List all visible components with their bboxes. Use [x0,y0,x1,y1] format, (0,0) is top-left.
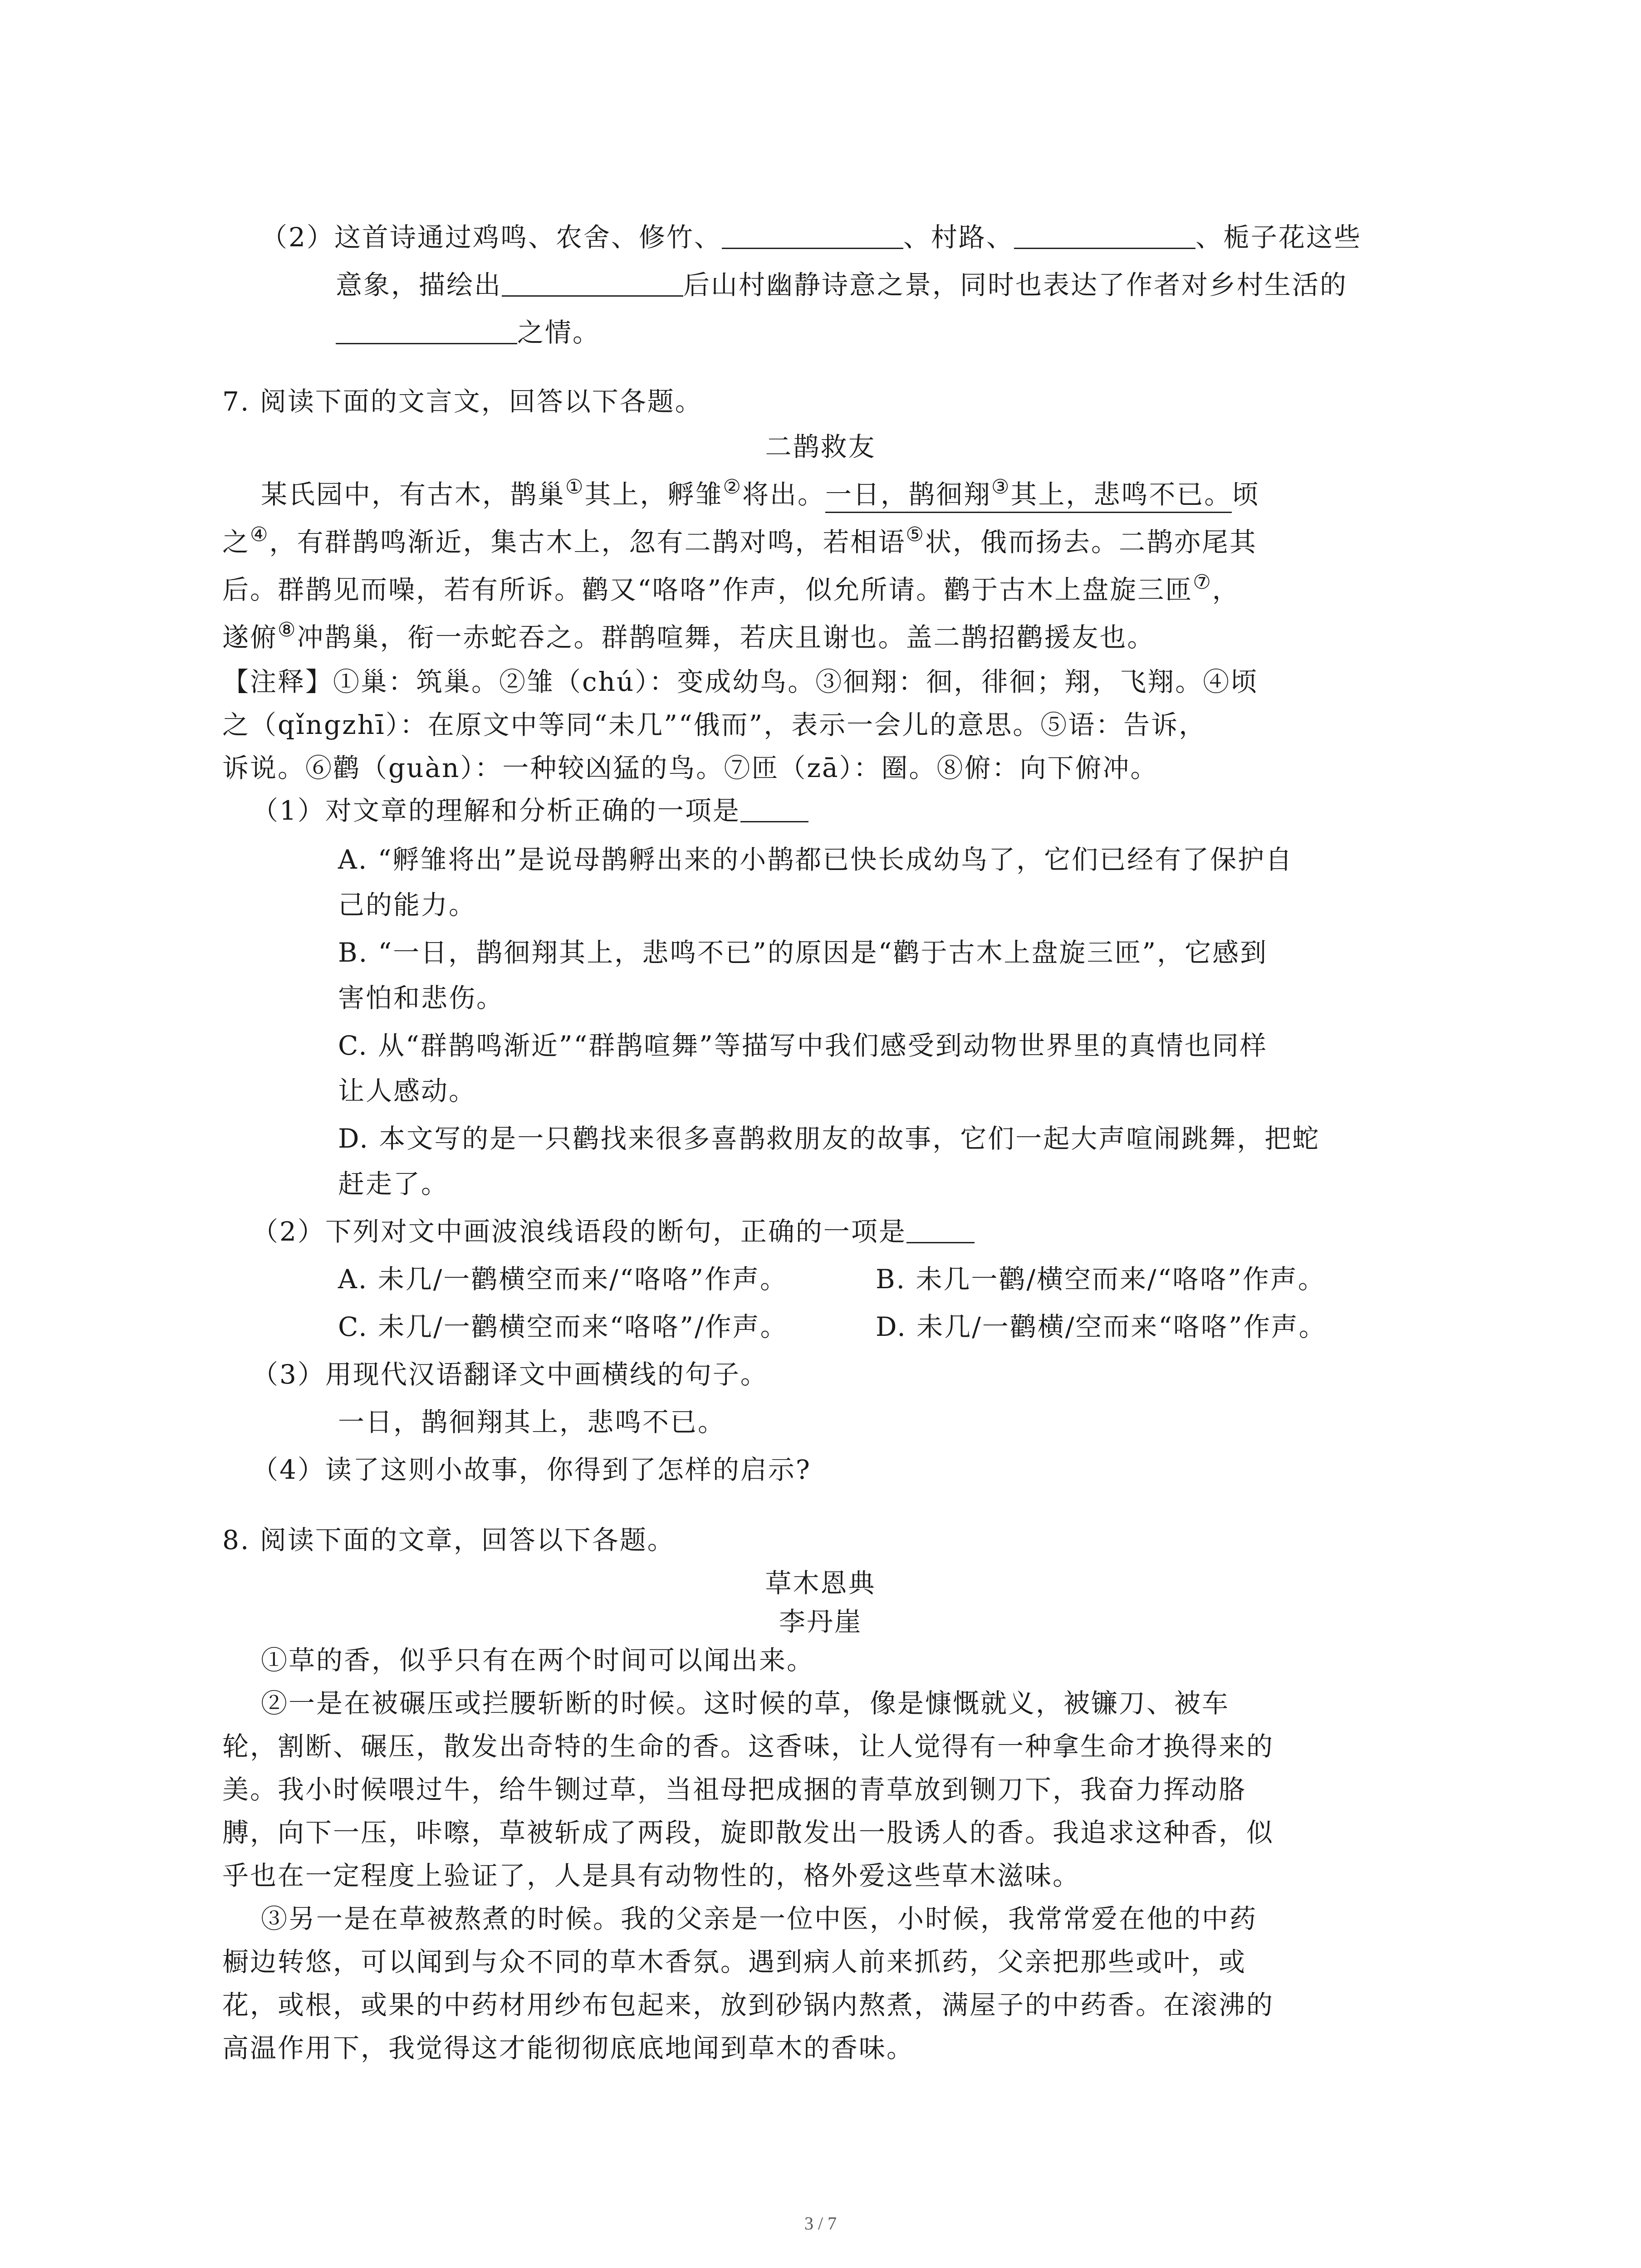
option-a-line-2: 己的能力。 [338,890,477,920]
answer-blank[interactable] [722,220,903,249]
option-d-line-2: 赶走了。 [338,1168,449,1199]
q7-heading: 7. 阅读下面的文言文，回答以下各题。 [222,386,703,417]
sentence-option-b: B. 未几一鹳/横空而来/“咯咯”作声。 [876,1264,1326,1295]
sentence-option-a: A. 未几/一鹳横空而来/“咯咯”作声。 [338,1264,788,1295]
q7-passage-line-3: 后。群鹊见而噪，若有所诉。鹳又“咯咯”作声，似允所请。鹳于古木上盘旋三匝⑦， [222,571,1240,605]
option-a-line-1: A. “孵雏将出”是说母鹊孵出来的小鹊都已快长成幼鸟了，它们已经有了保护自 [338,844,1293,875]
q8-para-2-line-3: 美。我小时候喂过牛，给牛铡过草，当祖母把成捆的青草放到铡刀下，我奋力挥动胳 [222,1774,1247,1805]
sentence-option-c: C. 未几/一鹳横空而来“咯咯”/作声。 [338,1311,788,1342]
q7-sub-3: （3）用现代汉语翻译文中画横线的句子。 [252,1359,768,1390]
q8-para-1: ①草的香，似乎只有在两个时间可以闻出来。 [261,1645,815,1676]
q7-sub-1: （1）对文章的理解和分析正确的一项是 [252,790,808,831]
q8-heading: 8. 阅读下面的文章，回答以下各题。 [222,1525,675,1555]
q7-passage-line-1: 某氏园中，有古木，鹊巢①其上，孵雏②将出。一日，鹊徊翔③其上，悲鸣不已。顷 [261,474,1259,515]
page-number: 3 / 7 [804,2213,837,2234]
q7-sub-4: （4）读了这则小故事，你得到了怎样的启示? [252,1454,811,1485]
q7-passage-title: 二鹊救友 [765,431,876,462]
q8-para-2-line-4: 膊，向下一压，咔嚓，草被斩成了两段，旋即散发出一股诱人的香。我追求这种香，似 [222,1817,1274,1848]
q6-2-line-1: （2）这首诗通过鸡鸣、农舍、修竹、 、村路、 、栀子花这些 [261,217,1362,258]
option-b-line-2: 害怕和悲伤。 [338,982,505,1013]
q8-para-3-line-4: 高温作用下，我觉得这才能彻彻底底地闻到草木的香味。 [222,2033,915,2063]
q7-sub-2: （2）下列对文中画波浪线语段的断句，正确的一项是 [252,1211,975,1252]
q7-passage-line-4: 遂俯⑧冲鹊巢，衔一赤蛇吞之。群鹊喧舞，若庆且谢也。盖二鹊招鹳援友也。 [222,618,1155,653]
option-d-line-1: D. 本文写的是一只鹳找来很多喜鹊救朋友的故事，它们一起大声喧闹跳舞，把蛇 [338,1123,1320,1154]
q7-notes-line-1: 【注释】①巢：筑巢。②雏（chú）：变成幼鸟。③徊翔：徊，徘徊；翔，飞翔。④顷 [222,666,1259,697]
q8-para-2-line-5: 乎也在一定程度上验证了，人是具有动物性的，格外爱这些草木滋味。 [222,1860,1081,1891]
q8-article-title: 草木恩典 [765,1568,876,1598]
sentence-option-d: D. 未几/一鹳横/空而来“咯咯”作声。 [876,1311,1327,1342]
q7-sub-3-sentence: 一日，鹊徊翔其上，悲鸣不已。 [338,1407,726,1437]
q6-2-line-2: 意象，描绘出 后山村幽静诗意之景，同时也表达了作者对乡村生活的 [336,264,1347,305]
answer-blank[interactable] [336,316,517,344]
q8-article-author: 李丹崖 [779,1606,862,1637]
q8-para-3-line-1: ③另一是在草被熬煮的时候。我的父亲是一位中医，小时候，我常常爱在他的中药 [261,1903,1258,1934]
answer-blank[interactable] [740,794,808,822]
answer-blank[interactable] [502,268,683,297]
q6-2-number: （2） [261,222,334,253]
q7-passage-line-2: 之④，有群鹊鸣渐近，集古木上，忽有二鹊对鸣，若相语⑤状，俄而扬去。二鹊亦尾其 [222,523,1257,557]
option-c-line-1: C. 从“群鹊鸣渐近”“群鹊喧舞”等描写中我们感受到动物世界里的真情也同样 [338,1030,1268,1061]
answer-blank[interactable] [1014,220,1195,249]
option-c-line-2: 让人感动。 [338,1075,477,1106]
q8-para-2-line-2: 轮，割断、碾压，散发出奇特的生命的香。这香味，让人觉得有一种拿生命才换得来的 [222,1731,1274,1762]
q7-notes-line-2: 之（qǐngzhī）：在原文中等同“未几”“俄而”，表示一会儿的意思。⑤语：告诉， [222,709,1207,740]
answer-blank[interactable] [906,1215,975,1243]
option-b-line-1: B. “一日，鹊徊翔其上，悲鸣不已”的原因是“鹳于古木上盘旋三匝”，它感到 [338,937,1268,968]
q7-notes-line-3: 诉说。⑥鹳（guàn）：一种较凶猛的鸟。⑦匝（zā）：圈。⑧俯：向下俯冲。 [222,753,1158,783]
underlined-sentence: 一日，鹊徊翔③其上，悲鸣不已。 [825,479,1232,513]
q8-para-3-line-2: 橱边转悠，可以闻到与众不同的草木香氛。遇到病人前来抓药，父亲把那些或叶，或 [222,1946,1247,1977]
q6-2-line-3: 之情。 [336,312,600,353]
q8-para-3-line-3: 花，或根，或果的中药材用纱布包起来，放到砂锅内熬煮，满屋子的中药香。在滚沸的 [222,1989,1274,2020]
q8-para-2-line-1: ②一是在被碾压或拦腰斩断的时候。这时候的草，像是慷慨就义，被镰刀、被车 [261,1688,1230,1719]
